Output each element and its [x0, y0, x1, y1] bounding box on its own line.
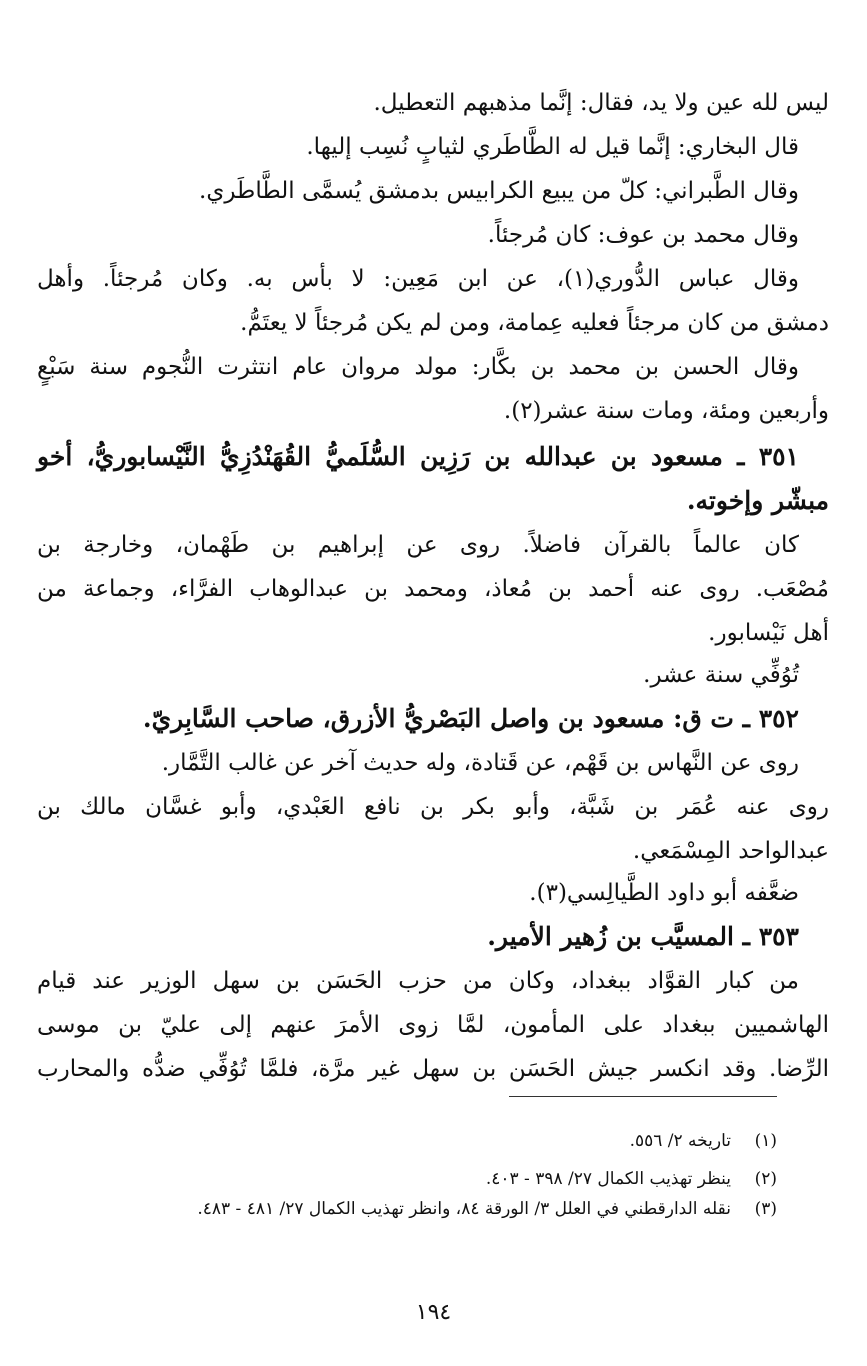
text-line: وقال الحسن بن محمد بن بكَّار: مولد مروان عام انتثرت النُّجوم سنة سَبْعٍ: [37, 354, 799, 380]
footnote: [77, 1192, 777, 1226]
text-line: قال البخاري: إنَّما قيل له الطَّاطَري لثيابٍ نُسِب إليها.: [306, 134, 799, 160]
footnote-number: (٢): [754, 1169, 777, 1189]
text-line: الرِّضا. وقد انكسر جيش الحَسَن بن سهل غير مرَّة، فلمَّا تُوُفِّي ضدُّه والمحارب: [37, 1056, 829, 1082]
entry-heading: ٣٥٢ ـ ت ق: مسعود بن واصل البَصْريُّ الأزرق، صاحب السَّابِريّ.: [142, 704, 799, 733]
text-line: وقال الطَّبراني: كلّ من يبيع الكرابيس بدمشق يُسمَّى الطَّاطَري.: [199, 178, 799, 204]
text-line: عبدالواحد المِسْمَعي.: [632, 838, 829, 864]
page-number: ١٩٤: [415, 1300, 452, 1325]
footnote-number: (٣): [754, 1199, 777, 1219]
footnote: [77, 1124, 777, 1158]
text-line: دمشق من كان مرجئاً فعليه عِمامة، ومن لم يكن مُرجئاً لا يعتَمُّ.: [240, 310, 829, 336]
footnote-text: تاريخه ٢/ ٥٥٦.: [629, 1131, 731, 1151]
text-line: روى عنه عُمَر بن شَبَّة، وأبو بكر بن نافع العَبْدي، وأبو غسَّان مالك بن: [37, 794, 829, 820]
entry-heading: مبشّر وإخوته.: [686, 486, 829, 515]
text-line: ليس لله عين ولا يد، فقال: إنَّما مذهبهم التعطيل.: [373, 90, 829, 116]
text-line: وقال محمد بن عوف: كان مُرجئاً.: [487, 222, 799, 248]
text-line: وقال عباس الدُّوري(١)، عن ابن مَعِين: لا بأس به. وكان مُرجئاً. وأهل: [37, 266, 799, 292]
text-line: كان عالماً بالقرآن فاضلاً. روى عن إبراهيم بن طَهْمان، وخارجة بن: [37, 532, 799, 558]
text-line: أهل نَيْسابور.: [708, 620, 829, 646]
text-line: تُوُفِّي سنة عشر.: [643, 662, 799, 688]
text-line: من كبار القوَّاد ببغداد، وكان من حزب الحَسَن بن سهل الوزير عند قيام: [37, 968, 799, 994]
footnote-divider: [509, 1096, 777, 1097]
text-line: مُصْعَب. روى عنه أحمد بن مُعاذ، ومحمد بن عبدالوهاب الفرَّاء، وجماعة من: [37, 576, 829, 602]
entry-heading: ٣٥١ ـ مسعود بن عبدالله بن رَزِين السُّلَميُّ القُهَنْدُزِيُّ النَّيْسابوريُّ، أخو: [37, 442, 799, 471]
text-line: روى عن النَّهاس بن قَهْم، عن قَتادة، وله حديث آخر عن غالب التَّمَّار.: [161, 750, 799, 776]
footnote: [77, 1162, 777, 1196]
footnote-text: ينظر تهذيب الكمال ٢٧/ ٣٩٨ - ٤٠٣.: [485, 1169, 731, 1189]
text-line: الهاشميين ببغداد على المأمون، لمَّا زوى الأمرَ عنهم إلى عليّ بن موسى: [37, 1012, 829, 1038]
footnote-text: نقله الدارقطني في العلل ٣/ الورقة ٨٤، وانظر تهذيب الكمال ٢٧/ ٤٨١ - ٤٨٣.: [197, 1199, 731, 1219]
text-line: ضعَّفه أبو داود الطَّيالِسي(٣).: [529, 880, 799, 906]
text-line: وأربعين ومئة، ومات سنة عشر(٢).: [503, 398, 829, 424]
footnote-number: (١): [754, 1131, 777, 1151]
entry-heading: ٣٥٣ ـ المسيَّب بن زُهير الأمير.: [487, 922, 799, 951]
